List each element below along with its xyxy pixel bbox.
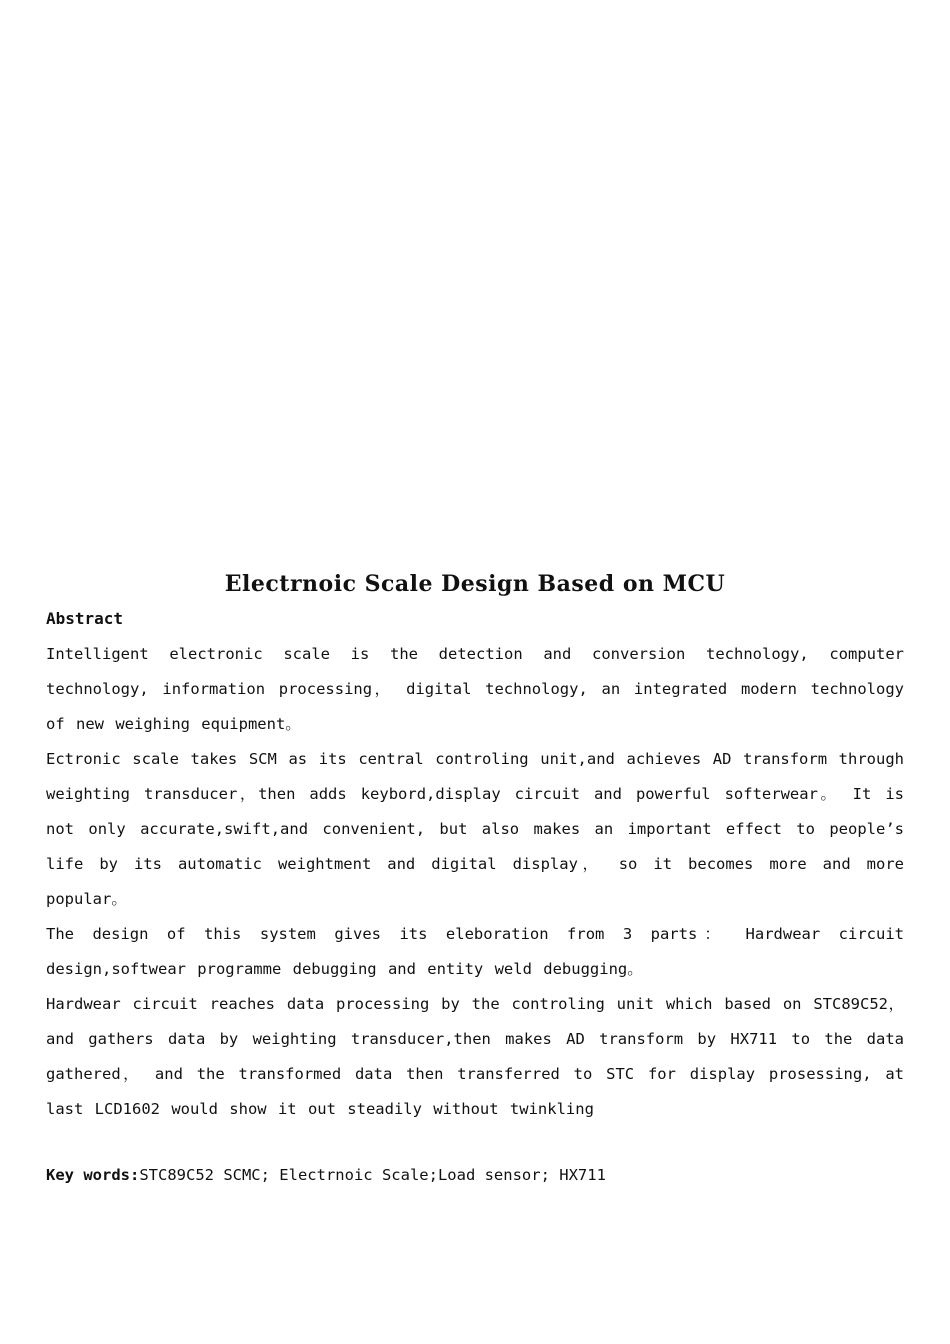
- abstract-page: [46, 567, 904, 1193]
- keywords-line: [46, 1158, 904, 1193]
- abstract-heading: Abstract: [46, 609, 124, 628]
- keywords-value: STC89C52 SCMC; Electrnoic Scale;Load sensor; HX711: [139, 1166, 606, 1184]
- abstract-paragraph-4: Hardwear circuit reaches data processing by the controling unit which based on STC89C52，and gathers data by weighting transducer,then makes AD transform by HX711 to the data gathered， and the transformed data then transferred to STC for display prosessing, at last LCD1602 would show it out steadily without twinkling: [46, 995, 904, 1118]
- paragraph-spacer: [46, 1127, 904, 1158]
- abstract-paragraph-3: The design of this system gives its eleboration from 3 parts： Hardwear circuit design,softwear programme debugging and entity weld debugging。: [46, 925, 904, 978]
- abstract-paragraph-2: Ectronic scale takes SCM as its central controling unit,and achieves AD transform through weighting transducer，then adds keybord,display circuit and powerful softerwear。 It is not only accurate,swift,and convenient, but also makes an important effect to people’s life by its automatic weightment and digital display， so it becomes more and more popular。: [46, 750, 904, 908]
- document-title: Electrnoic Scale Design Based on MCU: [224, 571, 726, 597]
- abstract-paragraph-1: Intelligent electronic scale is the detection and conversion technology, computer technology, information processing， digital technology, an integrated modern technology of new weighing equipment。: [46, 645, 904, 733]
- keywords-label: Key words:: [46, 1166, 140, 1184]
